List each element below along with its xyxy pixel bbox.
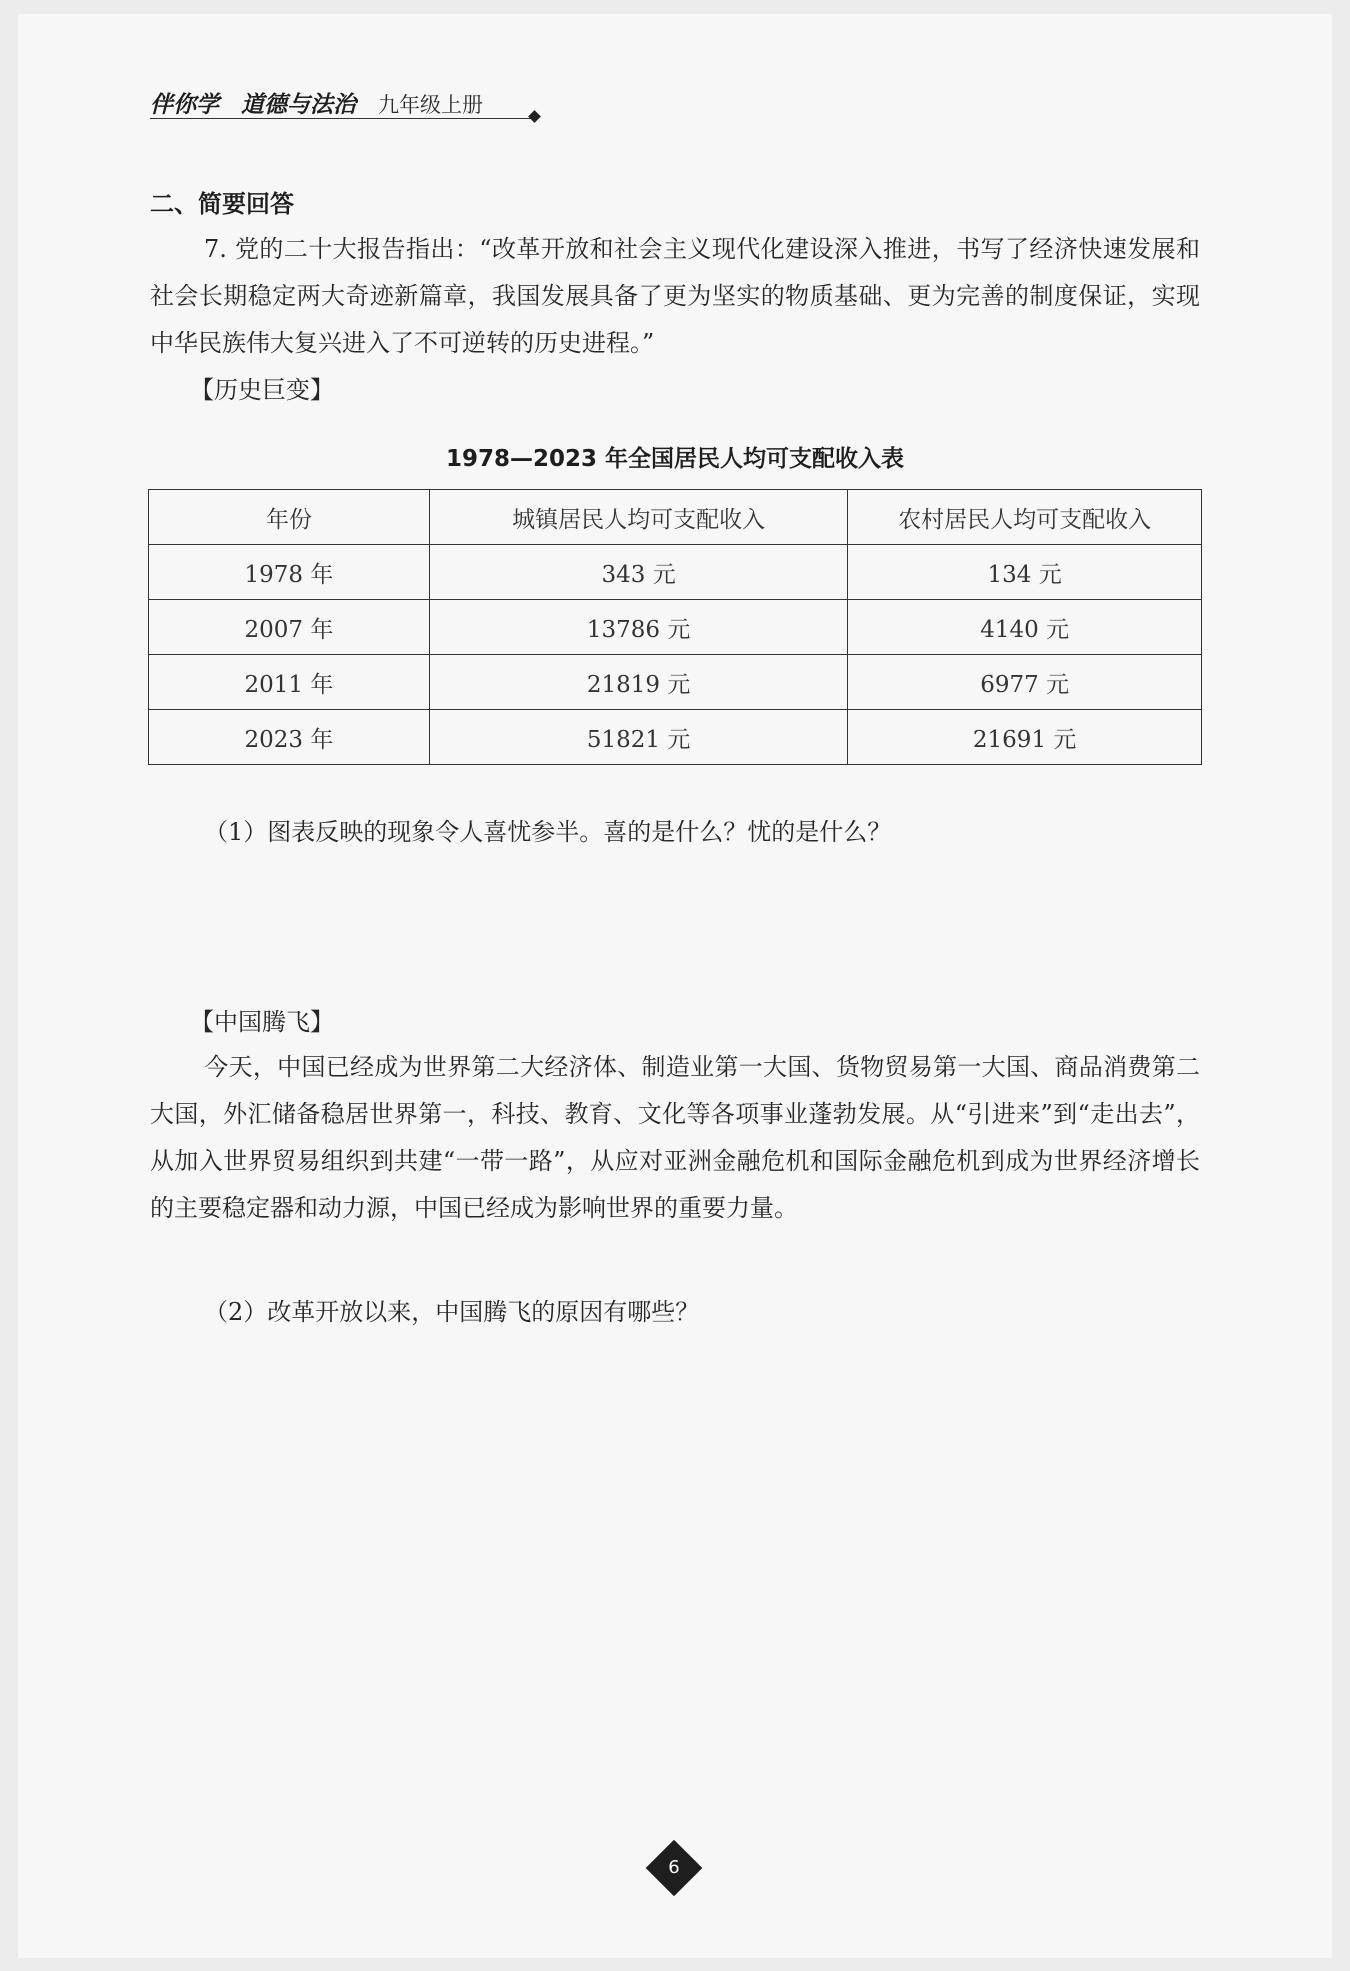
cell-rural: 4140 元 bbox=[848, 600, 1202, 655]
cell-urban: 343 元 bbox=[429, 545, 847, 600]
header-urban-income: 城镇居民人均可支配收入 bbox=[429, 490, 847, 545]
table-row bbox=[149, 655, 1202, 710]
china-rise-label: 【中国腾飞】 bbox=[190, 1008, 334, 1036]
section-title: 二、简要回答 bbox=[150, 190, 294, 218]
cell-urban: 13786 元 bbox=[429, 600, 847, 655]
china-rise-text: 今天，中国已经成为世界第二大经济体、制造业第一大国、货物贸易第一大国、商品消费第二大国，外汇储备稳居世界第一，科技、教育、文化等各项事业蓬勃发展。从“引进来”到“走出去”，从加入世界贸易组织到共建“一带一路”，从应对亚洲金融危机和国际金融危机到成为世界经济增长的主要稳定器和动力源，中国已经成为影响世界的重要力量。 bbox=[150, 1053, 1200, 1222]
question-7-intro-text: 7. 党的二十大报告指出：“改革开放和社会主义现代化建设深入推进，书写了经济快速发展和社会长期稳定两大奇迹新篇章，我国发展具备了更为坚实的物质基础、更为完善的制度保证，实现中华民族伟大复兴进入了不可逆转的历史进程。” bbox=[150, 235, 1200, 357]
subject-name: 道德与法治 bbox=[241, 92, 356, 118]
china-rise-paragraph bbox=[150, 1044, 1200, 1232]
header-rural-income: 农村居民人均可支配收入 bbox=[848, 490, 1202, 545]
cell-rural: 6977 元 bbox=[848, 655, 1202, 710]
cell-urban: 21819 元 bbox=[429, 655, 847, 710]
grade-label: 九年级上册 bbox=[378, 93, 483, 117]
table-row bbox=[149, 600, 1202, 655]
income-table bbox=[148, 489, 1202, 765]
question-7-1: （1）图表反映的现象令人喜忧参半。喜的是什么？忧的是什么？ bbox=[204, 818, 892, 846]
cell-urban: 51821 元 bbox=[429, 710, 847, 765]
question-7-intro bbox=[150, 226, 1200, 367]
table-row bbox=[149, 710, 1202, 765]
running-header bbox=[150, 86, 483, 122]
cell-year: 1978 年 bbox=[149, 545, 430, 600]
cell-year: 2007 年 bbox=[149, 600, 430, 655]
table-row bbox=[149, 545, 1202, 600]
cell-rural: 134 元 bbox=[848, 545, 1202, 600]
table-header-row bbox=[149, 490, 1202, 545]
question-7-2: （2）改革开放以来，中国腾飞的原因有哪些？ bbox=[204, 1298, 700, 1326]
page-number: 6 bbox=[668, 1857, 680, 1878]
cell-year: 2023 年 bbox=[149, 710, 430, 765]
history-change-label: 【历史巨变】 bbox=[190, 376, 334, 404]
header-rule bbox=[150, 118, 532, 119]
header-year: 年份 bbox=[149, 490, 430, 545]
cell-rural: 21691 元 bbox=[848, 710, 1202, 765]
cell-year: 2011 年 bbox=[149, 655, 430, 710]
table-title: 1978—2023 年全国居民人均可支配收入表 bbox=[445, 446, 905, 472]
series-name: 伴你学 bbox=[150, 92, 219, 118]
